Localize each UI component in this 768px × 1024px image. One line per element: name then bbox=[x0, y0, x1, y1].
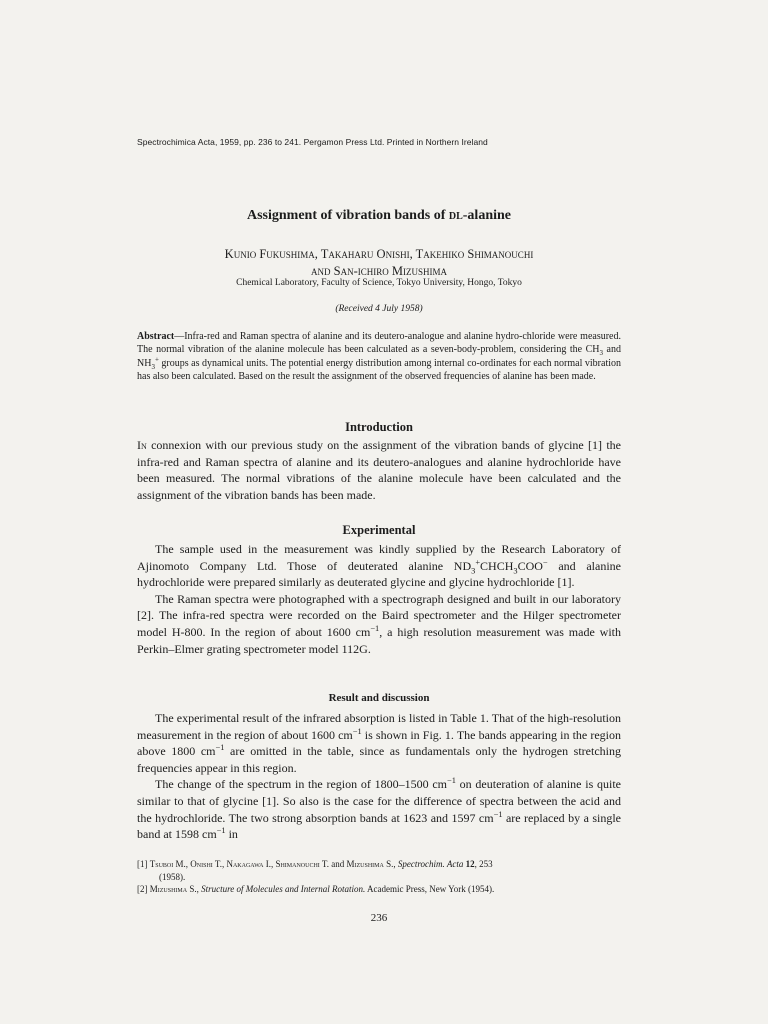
experimental-body bbox=[137, 541, 621, 657]
results-paragraph-2: The change of the spectrum in the region of 1800–1500 $cm^{-1}$ on deuteration of alanine is quite similar to that of glycine [1]. So also is the case for the difference of spectra between the acid and the hydrochloride. The two strong absorption bands at 1623 and 1597 $cm^{-1}$ are replaced by a single band at 1598 $cm^{-1}$ in bbox=[137, 776, 622, 842]
introduction-body: In connexion with our previous study on the assignment of the vibration bands of glycine [1] the infra-red and Raman spectra of alanine and its deutero-analogues and alanine hydrochloride have been measured. The normal vibrations of the alanine molecule have been calculated and the assignment of the vibration bands has been made. bbox=[137, 438, 621, 502]
abstract bbox=[137, 330, 621, 384]
authors-line-1: Kunio Fukushima, Takaharu Onishi, Takehiko Shimanouchi bbox=[224, 247, 534, 261]
abstract-label: Abstract bbox=[137, 331, 175, 342]
author-list bbox=[137, 246, 621, 280]
results-body bbox=[137, 710, 621, 843]
experimental-paragraph-1: The sample used in the measurement was kindly supplied by the Research Laboratory of Ajinomoto Company Ltd. Those of deuterated alanine $ND_3^+CHCH_3COO^-$ and alanine hydrochloride were prepared similarly as deuterated glycine and glycine hydrochloride [1]. bbox=[137, 542, 621, 590]
results-paragraph-1: The experimental result of the infrared absorption is listed in Table 1. That of the high-resolution measurement in the region of about 1600 $cm^{-1}$ is shown in Fig. 1. The bands appearing in the region above 1800 $cm^{-1}$ are omitted in the table, since as fundamentals only the hydrogen stretching frequencies appear in this region. bbox=[137, 711, 621, 775]
footnote-1-continuation: (1958). bbox=[159, 871, 186, 882]
footnote-2: [2] Mizushima S., Structure of Molecules and Internal Rotation. Academic Press, New York (1954). bbox=[137, 884, 495, 894]
abstract-text: —Infra-red and Raman spectra of alanine and its deutero-analogue and alanine hydro-chloride were measured. The normal vibration of the alanine molecule has been calculated as a seven-body-problem, considering the $CH_3$ and $NH_3^+$ groups as dynamical units. The potential energy distribution among internal co-ordinates for each normal vibration has also been calculated. Based on the result the assignment of the observed frequencies of alanine has been made. bbox=[137, 331, 621, 383]
footnote-1: [1] Tsuboi M., Onishi T., Nakagawa I., Shimanouchi T. and Mizushima S., Spectrochim. Acta 12, 253 bbox=[137, 859, 493, 869]
heading-experimental: Experimental bbox=[342, 523, 416, 537]
authors-line-2: and San-ichiro Mizushima bbox=[311, 264, 447, 278]
heading-introduction: Introduction bbox=[345, 420, 413, 434]
paper-title: Assignment of vibration bands of dl-alanine bbox=[246, 208, 511, 223]
heading-results: Result and discussion bbox=[328, 692, 430, 704]
received-date: (Received 4 July 1958) bbox=[335, 304, 423, 314]
experimental-paragraph-2: The Raman spectra were photographed with a spectrograph designed and built in our laboratory [2]. The infra-red spectra were recorded on the Baird spectrometer and the Hilger spectrometer model H-800. In the region of about 1600 $cm^{-1}$, a high resolution measurement was made with Perkin–Elmer grating spectrometer model 112G. bbox=[137, 591, 621, 656]
affiliation: Chemical Laboratory, Faculty of Science, Tokyo University, Hongo, Tokyo bbox=[236, 278, 522, 288]
footnotes bbox=[137, 858, 621, 896]
page-number: 236 bbox=[370, 912, 388, 924]
journal-citation: Spectrochimica Acta, 1959, pp. 236 to 241. Pergamon Press Ltd. Printed in Northern Ireland bbox=[137, 137, 488, 147]
